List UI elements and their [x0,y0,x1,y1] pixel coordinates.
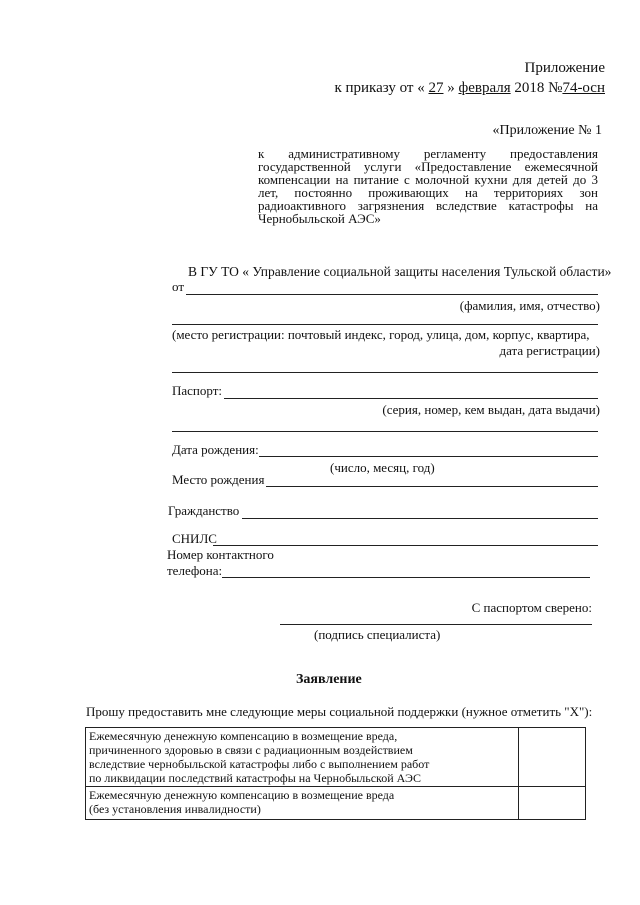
appendix-title: Приложение [524,60,605,76]
address-line[interactable] [172,324,598,325]
order-no-prefix: № [548,80,563,96]
option-row [86,728,586,787]
option-line: причиненного здоровью в связи с радиационным воздействием [89,743,413,757]
passport-line-2[interactable] [172,431,598,432]
order-year: 2018 [514,80,545,96]
statement-request: Прошу предоставить мне следующие меры социальной поддержки (нужное отметить "Х"): [86,704,593,719]
phone-label-1: Номер контактного [167,547,274,562]
option-line: Ежемесячную денежную компенсацию в возмещение вреда, [89,729,398,743]
order-reference [334,80,605,97]
citizenship-label: Гражданство [168,503,240,518]
address-hint-2: дата регистрации) [499,343,600,358]
passport-line[interactable] [224,398,598,399]
statement-title: Заявление [296,672,362,687]
order-mid: » [447,80,455,96]
option-line: по ликвидации последствий катастрофы на Чернобыльской АЭС [89,771,421,785]
birth-date-hint: (число, месяц, год) [330,460,435,475]
signature-hint: (подпись специалиста) [314,627,441,642]
regulation-appendix-title: «Приложение № 1 [492,123,602,138]
from-label: от [172,279,185,294]
birth-date-label: Дата рождения: [172,442,259,457]
order-prefix: к приказу от « [334,80,425,96]
snils-label: СНИЛС [172,531,217,546]
option-text [86,728,519,787]
address-hint-1: (место регистрации: почтовый индекс, город, улица, дом, корпус, квартира, [172,327,590,342]
option-text [86,787,519,820]
citizenship-line[interactable] [242,518,598,519]
fio-hint: (фамилия, имя, отчество) [459,298,600,313]
option-row [86,787,586,820]
options-table [85,727,586,820]
phone-label-2: телефона: [167,563,223,578]
order-day: 27 [428,80,444,96]
passport-hint: (серия, номер, кем выдан, дата выдачи) [382,402,600,417]
phone-line[interactable] [222,577,590,578]
birth-date-line[interactable] [259,456,598,457]
order-no: 74-осн [562,80,605,96]
order-month: февраля [458,80,511,96]
address-line-2[interactable] [172,372,598,373]
signature-line[interactable] [280,624,592,625]
fio-line[interactable] [186,294,598,295]
option-checkbox[interactable] [519,787,586,820]
option-line: (без установления инвалидности) [89,802,261,816]
verified-label: С паспортом сверено: [471,600,592,615]
option-line: вследствие чернобыльской катастрофы либо с выполнением работ [89,757,430,771]
option-checkbox[interactable] [519,728,586,787]
birth-place-line[interactable] [266,486,598,487]
birth-place-label: Место рождения [172,472,265,487]
option-line: Ежемесячную денежную компенсацию в возмещение вреда [89,788,395,802]
passport-label: Паспорт: [172,383,223,398]
snils-line[interactable] [213,545,598,546]
to-line: В ГУ ТО « Управление социальной защиты населения Тульской области» [188,264,612,279]
regulation-text: к административному регламенту предоставления государственной услуги «Предоставление ежемесячной компенсации на питание с молочной кухни для детей до 3 лет, постоянно проживающих на территориях зон радиоактивного загрязнения вследствие катастрофы на Чернобыльской АЭС» [258,146,598,226]
